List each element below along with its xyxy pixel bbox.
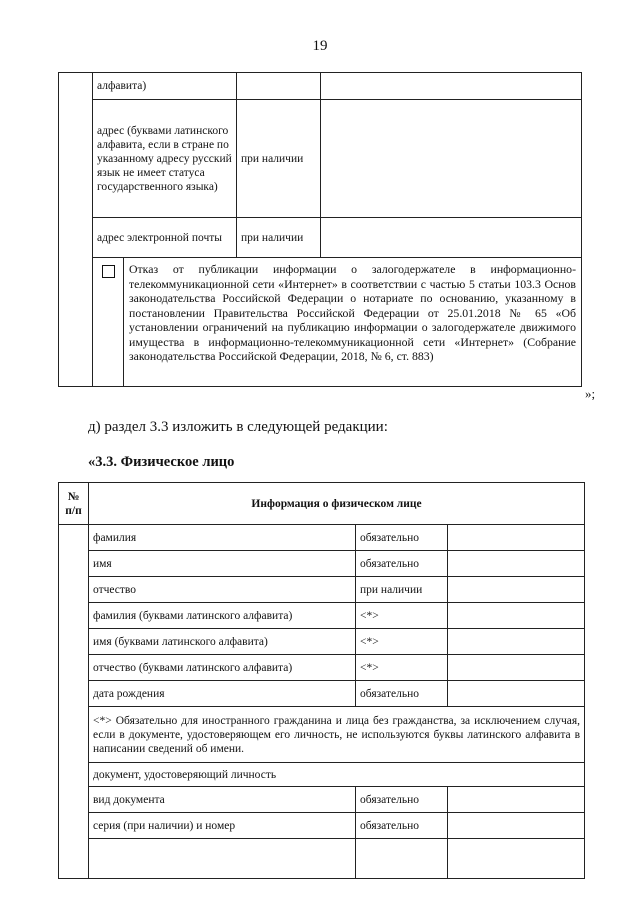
person-info-table bbox=[58, 482, 585, 879]
field-condition: при наличии bbox=[356, 577, 448, 603]
field-value bbox=[448, 813, 585, 839]
field-name: вид документа bbox=[89, 787, 356, 813]
closing-quote: »; bbox=[585, 386, 596, 401]
field-condition: <*> bbox=[356, 655, 448, 681]
field-value bbox=[448, 577, 585, 603]
checkbox-cell bbox=[93, 258, 124, 386]
field-name bbox=[89, 839, 356, 879]
field-condition: <*> bbox=[356, 629, 448, 655]
field-value bbox=[321, 218, 582, 258]
field-condition: <*> bbox=[356, 603, 448, 629]
field-condition: обязательно bbox=[356, 813, 448, 839]
refusal-text: Отказ от публикации информации о залогодержателе в информационно-телекоммуникационной сети «Интернет» в соответствии с частью 5 статьи 103.3 Основ законодательства Российской Федерации о нотариате по основанию, указанному в постановлении Правительства Российской Федерации от 25.01.2018 № 65 «Об установлении ограничений на публикацию информации о залогодержателе движимого имущества в информационно-телекоммуникационной сети «Интернет» (Собрание законодательства Российской Федерации, 2018, № 6, ст. 883) bbox=[129, 262, 576, 363]
field-name: фамилия bbox=[89, 525, 356, 551]
field-value bbox=[321, 73, 582, 100]
document-header: документ, удостоверяющий личность bbox=[89, 763, 585, 787]
field-value bbox=[448, 525, 585, 551]
field-value bbox=[321, 100, 582, 218]
col-number-header: № п/п bbox=[59, 483, 89, 525]
page-number: 19 bbox=[312, 38, 328, 54]
field-name: серия (при наличии) и номер bbox=[89, 813, 356, 839]
field-value bbox=[448, 551, 585, 577]
field-name: отчество (буквами латинского алфавита) bbox=[89, 655, 356, 681]
footnote-cell: <*> Обязательно для иностранного гражданина и лица без гражданства, за исключением случая, если в документе, удостоверяющем его личность, не используются буквы латинского алфавита в написании сведений об имени. bbox=[89, 707, 585, 763]
field-condition: обязательно bbox=[356, 551, 448, 577]
field-name: отчество bbox=[89, 577, 356, 603]
field-name: адрес (буквами латинского алфавита, если в стране по указанному адресу русский язык не имеет статуса государственного языка) bbox=[93, 100, 237, 218]
field-condition bbox=[356, 839, 448, 879]
field-value bbox=[448, 681, 585, 707]
field-condition: обязательно bbox=[356, 525, 448, 551]
field-condition: при наличии bbox=[237, 218, 321, 258]
field-value bbox=[448, 839, 585, 879]
field-name: фамилия (буквами латинского алфавита) bbox=[89, 603, 356, 629]
col-info-header: Информация о физическом лице bbox=[89, 483, 585, 525]
field-name: имя (буквами латинского алфавита) bbox=[89, 629, 356, 655]
field-value bbox=[448, 603, 585, 629]
section-heading: «3.3. Физическое лицо bbox=[88, 454, 235, 470]
field-value bbox=[448, 629, 585, 655]
field-condition: обязательно bbox=[356, 787, 448, 813]
field-name: дата рождения bbox=[89, 681, 356, 707]
pledgee-info-table bbox=[58, 72, 582, 387]
field-value bbox=[448, 655, 585, 681]
field-condition bbox=[237, 73, 321, 100]
field-name: алфавита) bbox=[93, 73, 237, 100]
field-name: имя bbox=[89, 551, 356, 577]
field-name: адрес электронной почты bbox=[93, 218, 237, 258]
instruction-text: д) раздел 3.3 изложить в следующей редакции: bbox=[88, 419, 388, 435]
field-value bbox=[448, 787, 585, 813]
number-cell bbox=[59, 73, 93, 387]
refusal-cell bbox=[93, 258, 582, 387]
field-condition: при наличии bbox=[237, 100, 321, 218]
refusal-checkbox[interactable] bbox=[102, 265, 115, 278]
field-condition: обязательно bbox=[356, 681, 448, 707]
number-cell bbox=[59, 525, 89, 879]
